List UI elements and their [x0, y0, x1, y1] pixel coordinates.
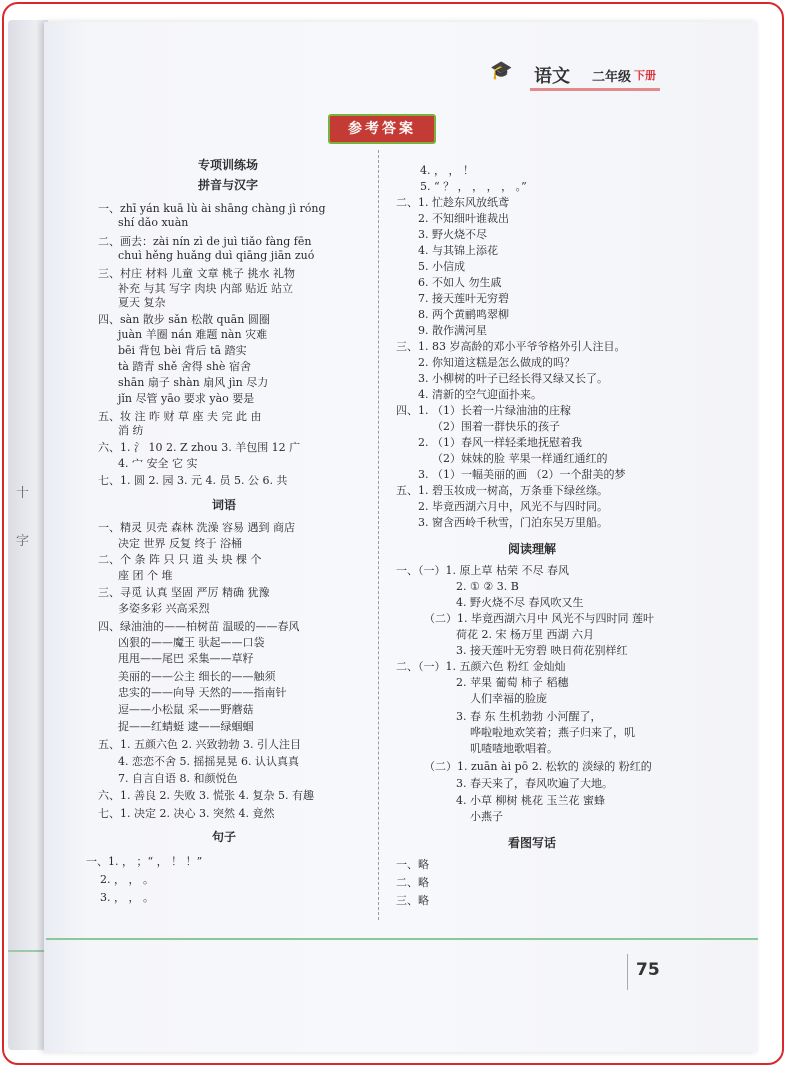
answer-line: 哗啦啦地欢笑着；燕子归来了，叽: [470, 726, 635, 739]
answer-line: 3. 小柳树的叶子已经长得又绿又长了。: [418, 372, 608, 385]
answer-line: （二）1. zuān ài pō 2. 松软的 淡绿的 粉红的: [424, 760, 652, 773]
section-heading: 看图写话: [508, 836, 557, 850]
answer-line: 三、村庄 材料 儿童 文章 桃子 挑水 礼物: [98, 267, 295, 280]
answer-line: 四、1. （1）长着一片绿油油的庄稼: [396, 404, 571, 417]
answer-line: 2. 不知细叶谁裁出: [418, 212, 509, 225]
answer-line: 七、1. 决定 2. 决心 3. 突然 4. 竟然: [98, 807, 275, 820]
answer-line: 6. 不如人 勿生戚: [418, 276, 502, 289]
answer-line: 9. 散作满河星: [418, 324, 487, 337]
answer-line: 3. 接天莲叶无穷碧 映日荷花别样红: [456, 644, 628, 657]
answer-line: 三、1. 83 岁高龄的邓小平爷爷格外引人注目。: [396, 340, 626, 353]
answer-line: 3. 春 东 生机勃勃 小河醒了，: [456, 710, 602, 723]
answer-line: bēi 背包 bèi 背后 tā 踏实: [118, 344, 247, 357]
answer-line: 2. ① ② 3. B: [456, 580, 519, 593]
answer-line: 5. “ ？ ， ， ， ， 。”: [420, 180, 527, 193]
answer-line: 2. （1）春风一样轻柔地抚慰着我: [418, 436, 582, 449]
answer-line: 2. 苹果 葡萄 柿子 稻穗: [456, 676, 569, 689]
answer-line: （2）妹妹的脸 苹果一样通红通红的: [432, 452, 608, 465]
answer-line: 甩甩——尾巴 采集——草籽: [118, 652, 254, 665]
answer-line: 五、1. 碧玉妆成一树高，万条垂下绿丝绦。: [396, 484, 608, 497]
answer-line: 美丽的——公主 细长的——触须: [118, 670, 276, 683]
answer-line: 三、寻觅 认真 坚固 严厉 精确 犹豫: [98, 586, 270, 599]
section-heading: 阅读理解: [508, 542, 557, 556]
subject-label: 语文: [534, 66, 570, 87]
section-heading: 词语: [212, 498, 237, 512]
answer-line: tà 踏青 shě 舍得 shè 宿舍: [118, 360, 251, 373]
answer-line: 8. 两个黄鹂鸣翠柳: [418, 308, 509, 321]
answer-line: 七、1. 圆 2. 园 3. 元 4. 员 5. 公 6. 共: [98, 474, 288, 487]
answer-line: 四、绿油油的——柏树苗 温暖的——春风: [98, 620, 300, 633]
section-heading: 拼音与汉字: [198, 178, 259, 192]
answer-line: （二）1. 毕竟西湖六月中 风光不与四时同 莲叶: [424, 612, 654, 625]
answer-line: 4. ， ， ！: [420, 164, 474, 177]
section-heading: 句子: [212, 830, 237, 844]
answer-line: 2. 毕竟西湖六月中，风光不与四时同。: [418, 500, 608, 513]
answer-line: 5. 小信成: [418, 260, 465, 273]
answer-line: 多姿多彩 兴高采烈: [118, 602, 210, 615]
answer-line: （2）围着一群快乐的孩子: [432, 420, 560, 433]
answer-line: 叽喳喳地歌唱着。: [470, 742, 558, 755]
backpage-char: 十: [16, 486, 30, 501]
volume-label: 下册: [634, 69, 656, 82]
answer-line: 人们幸福的脸庞: [470, 692, 547, 705]
page-title: 参考答案: [328, 114, 436, 144]
answer-line: 二、1. 忙趁东风放纸鸢: [396, 196, 509, 209]
answer-line: 荷花 2. 宋 杨万里 西湖 六月: [456, 628, 594, 641]
header-underline: [530, 88, 660, 91]
answer-line: jǐn 尽管 yāo 要求 yào 要是: [118, 392, 255, 405]
answer-line: 4. 小草 柳树 桃花 玉兰花 蜜蜂: [456, 794, 605, 807]
answer-line: 2. 你知道这糕是怎么做成的吗？: [418, 356, 575, 369]
answer-line: 一、zhī yán kuā lù ài shāng chàng jì róng: [98, 202, 326, 215]
page-number-separator: [627, 954, 628, 990]
graduation-cap-icon: 🎓: [490, 60, 513, 81]
answer-line: 决定 世界 反复 终于 浴桶: [118, 537, 242, 550]
answer-line: 六、1. 善良 2. 失败 3. 慌张 4. 复杂 5. 有趣: [98, 789, 314, 802]
backpage-footline: [8, 950, 48, 952]
answer-line: 3. 野火烧不尽: [418, 228, 487, 241]
answer-line: 二、（一）1. 五颜六色 粉红 金灿灿: [396, 660, 566, 673]
answer-line: 一、1. ， ；“ ， ！ ！”: [86, 855, 203, 868]
answer-line: 忠实的——向导 天然的——指南针: [118, 686, 287, 699]
answer-line: 五、妆 注 昨 财 草 座 夫 完 此 由: [98, 410, 262, 423]
answer-line: 4. 宀 安全 它 实: [118, 457, 198, 470]
answer-line: 4. 清新的空气迎面扑来。: [418, 388, 542, 401]
answer-line: 3. （1）一幅美丽的画 （2）一个甜美的梦: [418, 468, 626, 481]
answer-line: 三、略: [396, 894, 429, 907]
answer-line: juàn 羊圈 nán 难题 nàn 灾难: [118, 328, 268, 341]
grade-label: 二年级: [592, 70, 632, 85]
answer-line: 一、略: [396, 858, 429, 871]
answer-line: chuì hěng huǎng duì qiāng jiān zuó: [118, 249, 315, 262]
answer-line: 3. ， ， 。: [100, 891, 154, 904]
footer-line: [46, 938, 758, 940]
answer-line: 2. ， ， 。: [100, 873, 154, 886]
answer-line: shān 扇子 shàn 扇风 jìn 尽力: [118, 376, 269, 389]
answer-line: 凶狠的——魔王 驮起——口袋: [118, 636, 265, 649]
answer-line: 7. 自言自语 8. 和颜悦色: [118, 772, 238, 785]
page-header: [490, 60, 670, 90]
answer-line: 二、画去：zài nín zì de juì tiǎo fàng fēn: [98, 235, 312, 248]
answer-line: 一、（一）1. 原上草 枯荣 不尽 春风: [396, 564, 569, 577]
answer-line: 3. 春天来了，春风吹遍了大地。: [456, 777, 613, 790]
answer-line: 4. 野火烧不尽 春风吹又生: [456, 596, 584, 609]
answer-line: 补充 与其 写字 肉块 内部 贴近 站立: [118, 282, 293, 295]
answer-line: 一、精灵 贝壳 森林 洗澡 容易 遇到 商店: [98, 521, 295, 534]
answer-line: 座 团 个 堆: [118, 569, 173, 582]
answer-line: 小燕子: [470, 810, 503, 823]
column-divider: [378, 150, 379, 920]
answer-line: 二、个 条 阵 只 只 道 头 块 棵 个: [98, 553, 262, 566]
section-heading: 专项训练场: [198, 158, 259, 172]
answer-line: 六、1. 氵 10 2. Z zhou 3. 羊包围 12 广: [98, 441, 301, 454]
previous-page-edge: [8, 20, 48, 1050]
answer-line: 4. 恋恋不舍 5. 摇摇晃晃 6. 认认真真: [118, 755, 299, 768]
answer-line: 捉——红蜻蜓 逮——绿蝈蝈: [118, 720, 254, 733]
answer-line: 3. 窗含西岭千秋雪，门泊东吴万里船。: [418, 516, 608, 529]
answer-line: 4. 与其锦上添花: [418, 244, 498, 257]
answer-line: 7. 接天莲叶无穷碧: [418, 292, 509, 305]
answer-line: 四、sàn 散步 sǎn 松散 quān 圆圈: [98, 313, 270, 326]
answer-line: 五、1. 五颜六色 2. 兴致勃勃 3. 引人注目: [98, 738, 301, 751]
answer-line: 逗——小松鼠 采——野蘑菇: [118, 703, 254, 716]
backpage-char: 字: [16, 534, 30, 549]
answer-line: 二、略: [396, 876, 429, 889]
answer-line: 夏天 复杂: [118, 296, 166, 309]
answer-line: 消 纺: [118, 424, 144, 437]
page-number: 75: [636, 960, 660, 980]
answer-line: shí dǎo xuàn: [118, 216, 189, 229]
